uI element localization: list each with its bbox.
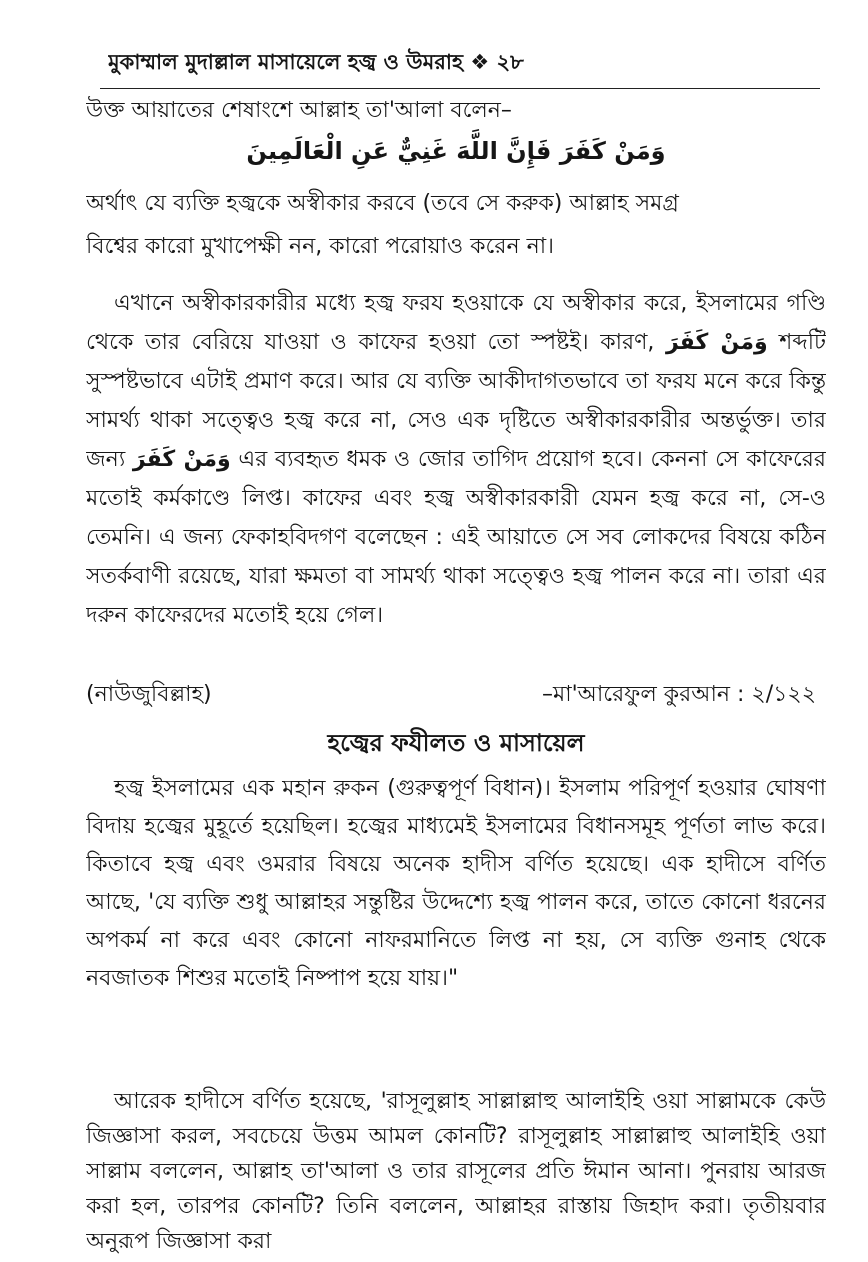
ornament-icon: ❖ [470,50,490,74]
translation-line-1: অর্থাৎ যে ব্যক্তি হজ্বকে অস্বীকার করবে (তবে সে করুক) আল্লাহ সমগ্র [86,191,679,216]
inline-arabic-2: وَمَنْ كَفَرَ [132,447,231,472]
paragraph-part-3: এর ব্যবহৃত ধমক ও জোর তাগিদ প্রয়োগ হবে। কেননা সে কাফেরের মতোই কর্মকাণ্ডে লিপ্ত। কাফের এবং হজ্ব অস্বীকারকারী যেমন হজ্ব করে না, সে-ও তেমনি। এ জন্য ফেকাহবিদগণ বলেছেন : এই আয়াতে সে সব লোকদের বিষয়ে কঠিন সতর্কবাণী রয়েছে, যারা ক্ষমতা বা সামর্থ্য থাকা সত্ত্বেও হজ্ব পালন করে না। তারা এর দরুন কাফেরদের মতোই হয়ে গেল। [86,447,826,628]
paragraph-virtues: হজ্ব ইসলামের এক মহান রুকন (গুরুত্বপূর্ণ বিধান)। ইসলাম পরিপূর্ণ হওয়ার ঘোষণা বিদায় হজ্বের মুহূর্তে হয়েছিল। হজ্বের মাধ্যমেই ইসলামের বিধানসমূহ পূর্ণতা লাভ করে। কিতাবে হজ্ব এবং ওমরার বিষয়ে অনেক হাদীস বর্ণিত হয়েছে। এক হাদীসে বর্ণিত আছে, 'যে ব্যক্তি শুধু আল্লাহর সন্তুষ্টির উদ্দেশ্যে হজ্ব পালন করে, তাতে কোনো ধরনের অপকর্ম না করে এবং কোনো নাফরমানিতে লিপ্ত না হয়, সে ব্যক্তি গুনাহ থেকে নবজাতক শিশুর মতোই নিষ্পাপ হয়ে যায়।" [86,776,826,991]
translation-line-2: বিশ্বের কারো মুখাপেক্ষী নন, কারো পরোয়াও করেন না। [86,234,554,259]
paragraph-part-1: এখানে অস্বীকারকারীর মধ্যে হজ্ব ফরয হওয়াকে যে অস্বীকার করে, ইসলামের গণ্ডি থেকে তার বেরিয়ে যাওয়া ও কাফের হওয়া তো স্পষ্টই। কারণ, [86,291,826,355]
section-heading: হজ্বের ফযীলত ও মাসায়েল [327,729,585,757]
inline-arabic-1: وَمَنْ كَفَرَ [665,330,768,355]
citation-line [86,680,826,710]
book-title: মুকাম্মাল মুদাল্লাল মাসায়েলে হজ্ব ও উমরাহ [108,50,463,74]
page-number: ২৮ [496,50,524,74]
citation: –মা'আরেফুল কুরআন : ২/১২২ [542,682,816,707]
exclamation: (নাউজুবিল্লাহ) [86,682,212,707]
running-head [108,46,828,82]
paragraph-part-2: শব্দটি সুস্পষ্টভাবে এটাই প্রমাণ করে। আর যে ব্যক্তি আকীদাগতভাবে তা ফরয মনে করে কিন্তু সামর্থ্য থাকা সত্ত্বেও হজ্ব করে না, সেও এক দৃষ্টিতে অস্বীকারকারীর অন্তর্ভুক্ত। তার জন্য [86,330,826,472]
arabic-verse: وَمَنْ كَفَرَ فَإِنَّ اللَّهَ غَنِيٌّ عَنِ الْعَالَمِينَ [246,137,666,165]
intro-line: উক্ত আয়াতের শেষাংশে আল্লাহ তা'আলা বলেন– [86,98,512,123]
paragraph-hadith: আরেক হাদীসে বর্ণিত হয়েছে, 'রাসূলুল্লাহ সাল্লাল্লাহু আলাইহি ওয়া সাল্লামকে কেউ জিজ্ঞাসা করল, সবচেয়ে উত্তম আমল কোনটি? রাসূলুল্লাহ সাল্লাল্লাহু আলাইহি ওয়া সাল্লাম বললেন, আল্লাহ তা'আলা ও তার রাসূলের প্রতি ঈমান আনা। পুনরায় আরজ করা হল, তারপর কোনটি? তিনি বললেন, আল্লাহর রাস্তায় জিহাদ করা। তৃতীয়বার অনুরূপ জিজ্ঞাসা করা [86,1089,826,1254]
paragraph-explanation [86,284,826,678]
header-rule [100,88,820,89]
